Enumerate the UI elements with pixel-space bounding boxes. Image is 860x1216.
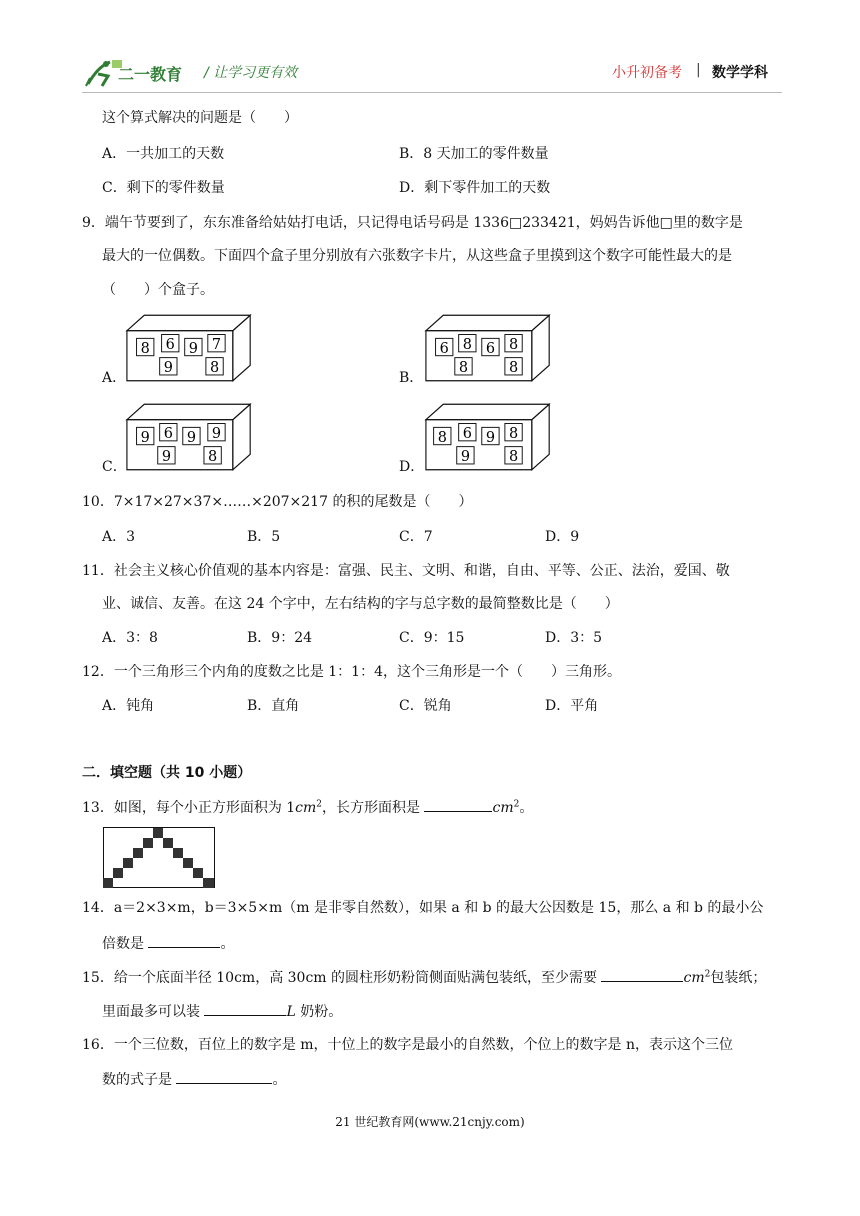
q9-option-a-label: A． xyxy=(102,370,127,386)
q12-option-a: A．钝角 xyxy=(102,698,155,714)
q9-box-a xyxy=(125,313,255,387)
q10-option-a: A．3 xyxy=(102,529,136,545)
card: 8 xyxy=(209,360,220,377)
q11-option-a: A．3：8 xyxy=(102,630,158,646)
q10-option-c: C．7 xyxy=(399,529,433,545)
q8-option-a: A．一共加工的天数 xyxy=(102,146,225,162)
card: 9 xyxy=(140,429,150,446)
q9-box-b xyxy=(424,313,554,387)
card: 8 xyxy=(508,336,519,353)
q13-stem: 13．如图，每个小正方形面积为 $1cm^2$，长方形面积是 $cm^2$。 xyxy=(82,797,533,818)
q12-option-c: C．锐角 xyxy=(399,698,452,714)
q9-line1: 9．端午节要到了，东东准备给姑姑打电话，只记得电话号码是 1336□233421，妈妈告诉他□里的数字是 xyxy=(82,215,743,231)
logo-text: 二一教育 xyxy=(118,65,183,84)
card: 6 xyxy=(462,425,472,442)
card: 8 xyxy=(140,340,150,357)
section-title-fill-in: 二．填空题（共 10 小题） xyxy=(82,765,252,781)
q9-line3: （ ）个盒子。 xyxy=(102,282,214,298)
answer-blank xyxy=(204,1001,286,1016)
card: 8 xyxy=(458,360,469,377)
q9-option-b-label: B． xyxy=(399,370,424,386)
card: 9 xyxy=(211,425,222,442)
page-footer: 21 世纪教育网(www.21cnjy.com) xyxy=(335,1115,525,1129)
q9-line2: 最大的一位偶数。下面四个盒子里分别放有六张数字卡片，从这些盒子里摸到这个数字可能性最大的是 xyxy=(102,248,732,264)
card: 6 xyxy=(165,336,175,353)
q13-grid-figure xyxy=(103,827,215,893)
answer-blank xyxy=(424,797,492,812)
q11-line1: 11．社会主义核心价值观的基本内容是：富强、民主、文明、和谐，自由、平等、公正、法治，爱国、敬 xyxy=(82,563,730,579)
q10-option-b: B．5 xyxy=(247,529,281,545)
card: 8 xyxy=(508,360,519,377)
header-slogan: / 让学习更有效 xyxy=(204,65,298,81)
q10-option-d: D．9 xyxy=(545,529,580,545)
header-separator: | xyxy=(696,62,701,78)
q12-stem: 12．一个三角形三个内角的度数之比是 1：1：4，这个三角形是一个（ ）三角形。 xyxy=(82,664,621,680)
q8-option-c: C．剩下的零件数量 xyxy=(102,180,225,196)
q11-option-b: B．9：24 xyxy=(247,630,313,646)
q15-line1: 15．给一个底面半径 10cm，高 30cm 的圆柱形奶粉筒侧面贴满包装纸，至少需要 $cm^2$包装纸； xyxy=(82,967,766,988)
q11-option-c: C．9：15 xyxy=(399,630,465,646)
q16-line1: 16．一个三位数，百位上的数字是 m，十位上的数字是最小的自然数，个位上的数字是 n，表示这个三位 xyxy=(82,1037,734,1053)
q11-option-d: D．3：5 xyxy=(545,630,603,646)
q9-box-d xyxy=(424,402,554,476)
card: 8 xyxy=(508,449,519,466)
q9-box-c xyxy=(125,402,255,476)
header-divider xyxy=(82,92,782,93)
card: 6 xyxy=(163,425,173,442)
q9-option-d-label: D． xyxy=(399,459,425,475)
card: 8 xyxy=(508,425,519,442)
card: 9 xyxy=(163,360,173,377)
card: 8 xyxy=(208,449,218,466)
q16-line2: 数的式子是 。 xyxy=(102,1069,286,1090)
answer-blank xyxy=(176,1069,272,1084)
q8-stem: 这个算式解决的问题是（ ） xyxy=(102,110,298,126)
card: 6 xyxy=(439,340,449,357)
q12-option-b: B．直角 xyxy=(247,698,300,714)
card: 7 xyxy=(211,336,222,353)
answer-blank xyxy=(601,967,683,982)
q11-line2: 业、诚信、友善。在这 24 个字中，左右结构的字与总字数的最简整数比是（ ） xyxy=(102,596,619,612)
card: 8 xyxy=(437,429,447,446)
answer-blank xyxy=(148,933,220,948)
q14-line2: 倍数是 。 xyxy=(102,933,234,954)
q8-option-b: B．8 天加工的零件数量 xyxy=(399,146,549,162)
card: 9 xyxy=(188,340,198,357)
card: 9 xyxy=(161,449,172,466)
q12-option-d: D．平角 xyxy=(545,698,599,714)
card: 9 xyxy=(460,449,471,466)
q15-line2: 里面最多可以装 L 奶粉。 xyxy=(102,1001,342,1022)
card: 9 xyxy=(485,429,496,446)
q9-option-c-label: C． xyxy=(102,459,127,475)
header-subject: 数学学科 xyxy=(712,65,768,81)
q10-stem: 10．7×17×27×37×……×207×217 的积的尾数是（ ） xyxy=(82,494,473,510)
card: 6 xyxy=(485,340,496,357)
q8-option-d: D．剩下零件加工的天数 xyxy=(399,180,551,196)
q14-line1: 14．a＝2×3×m，b＝3×5×m（m 是非零自然数），如果 a 和 b 的最大公因数是 15，那么 a 和 b 的最小公 xyxy=(82,900,764,916)
card: 8 xyxy=(462,336,472,353)
header-category: 小升初备考 xyxy=(612,65,682,81)
card: 9 xyxy=(186,429,197,446)
